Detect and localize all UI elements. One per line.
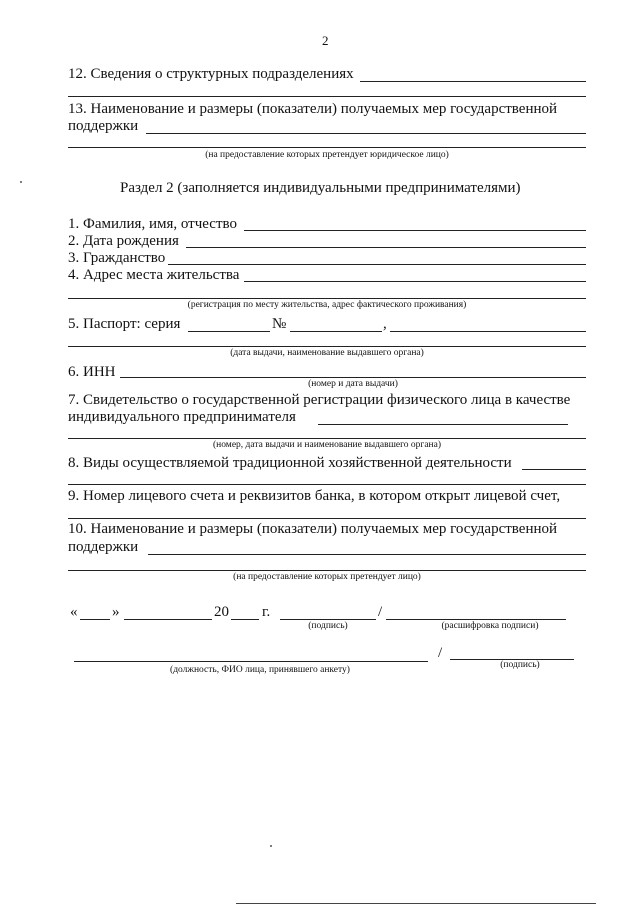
date-year-input[interactable]	[231, 619, 259, 620]
activity-input[interactable]	[522, 469, 586, 470]
field-7-label: 7. Свидетельство о государственной регистрации физического лица в качестве	[68, 392, 571, 408]
field-5-label: 5. Паспорт: серия	[68, 316, 181, 332]
field-6-label: 6. ИНН	[68, 364, 116, 380]
field-10-caption: (на предоставление которых претендует лицо)	[233, 572, 421, 582]
certificate-input-line2[interactable]	[68, 438, 586, 439]
activity-input-line2[interactable]	[68, 484, 586, 485]
field-7-caption: (номер, дата выдачи и наименование выдавшего органа)	[212, 440, 442, 450]
applicant-signature-input[interactable]	[280, 619, 376, 620]
bank-account-input[interactable]	[68, 518, 586, 519]
support-input[interactable]	[148, 554, 586, 555]
inn-input[interactable]	[120, 377, 586, 378]
passport-series-input[interactable]	[188, 331, 270, 332]
field-10-label-cont: поддержки	[68, 539, 139, 555]
page-number: 2	[322, 33, 329, 48]
date-quote-close: »	[112, 604, 120, 620]
receiver-position-caption: (должность, ФИО лица, принявшего анкету)	[170, 665, 350, 675]
field-7-label-cont: индивидуального предпринимателя	[68, 409, 296, 425]
passport-issue-input[interactable]	[390, 331, 586, 332]
field-3-input[interactable]	[168, 264, 586, 265]
date-year-suffix: г.	[262, 604, 271, 620]
field-4-input-line2[interactable]	[68, 298, 586, 299]
date-month-input[interactable]	[124, 619, 212, 620]
passport-issuer-input[interactable]	[68, 346, 586, 347]
receiver-signature-caption: (подпись)	[500, 660, 540, 670]
item-12-field[interactable]	[360, 81, 586, 82]
certificate-input[interactable]	[318, 424, 568, 425]
scan-speck	[270, 845, 272, 847]
field-8-label: 8. Виды осуществляемой традиционной хозяйственной деятельности	[68, 455, 512, 471]
signature-slash: /	[378, 604, 383, 620]
date-year-prefix: 20	[214, 604, 229, 620]
field-4-caption: (регистрация по месту жительства, адрес фактического проживания)	[187, 300, 467, 310]
signature-caption: (подпись)	[308, 621, 348, 631]
item-13-label: 13. Наименование и размеры (показатели) получаемых мер государственной	[68, 101, 558, 117]
support-input-line2[interactable]	[68, 570, 586, 571]
field-10-label: 10. Наименование и размеры (показатели) получаемых мер государственной	[68, 521, 558, 537]
field-9-label: 9. Номер лицевого счета и реквизитов банка, в котором открыт лицевой счет,	[68, 488, 561, 504]
scan-speck	[20, 181, 22, 183]
date-quote-open: «	[70, 604, 78, 620]
field-2-input[interactable]	[186, 247, 586, 248]
field-1-input[interactable]	[244, 230, 586, 231]
passport-comma: ,	[383, 316, 387, 332]
signature-decode-caption: (расшифровка подписи)	[441, 621, 539, 631]
scan-edge-line	[236, 903, 596, 904]
item-13-field[interactable]	[146, 133, 586, 134]
passport-number-sign: №	[272, 316, 287, 332]
receiver-position-input[interactable]	[74, 661, 428, 662]
field-1-label: 1. Фамилия, имя, отчество	[68, 216, 237, 232]
field-4-label: 4. Адрес места жительства	[68, 267, 240, 283]
item-13-label-cont: поддержки	[68, 118, 139, 134]
field-5-caption: (дата выдачи, наименование выдавшего органа)	[230, 348, 424, 358]
section-2-heading: Раздел 2 (заполняется индивидуальными предпринимателями)	[120, 180, 521, 196]
item-12-label: 12. Сведения о структурных подразделениях	[68, 66, 354, 82]
passport-number-input[interactable]	[290, 331, 382, 332]
item-13-field-line2[interactable]	[68, 147, 586, 148]
item-12-field-line2[interactable]	[68, 96, 586, 97]
date-day-input[interactable]	[80, 619, 110, 620]
item-13-caption: (на предоставление которых претендует юридическое лицо)	[205, 150, 449, 160]
applicant-name-input[interactable]	[386, 619, 566, 620]
field-6-caption: (номер и дата выдачи)	[308, 379, 398, 389]
field-4-input[interactable]	[244, 281, 586, 282]
field-3-label: 3. Гражданство	[68, 250, 166, 266]
field-2-label: 2. Дата рождения	[68, 233, 179, 249]
receiver-slash: /	[438, 645, 443, 661]
